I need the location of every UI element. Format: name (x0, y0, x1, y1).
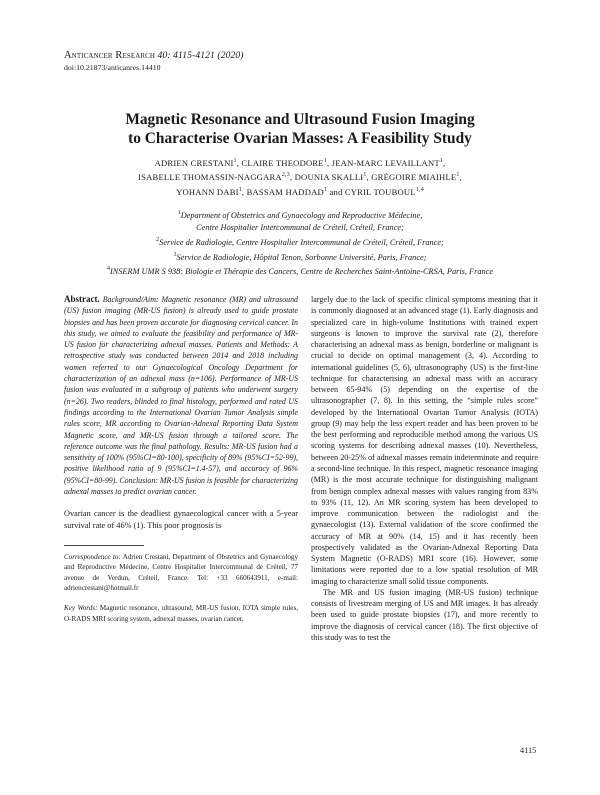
intro-paragraph: Ovarian cancer is the deadliest gynaecological cancer with a 5-year survival rate of 46% (1). This poor prognosis is (64, 509, 298, 530)
journal-volume-pages: 40: 4115-4121 (2020) (155, 50, 244, 61)
author: , DOUNIA SKALLI (289, 172, 364, 183)
affiliations (60, 207, 540, 278)
body-paragraph: largely due to the lack of specific clinical symptoms meaning that it is commonly diagnosed at an advanced stage (1). Early diagnosis and specialized care in high-volume Institutions with trained expert surgeons is known to improve the survival rate (2), therefore characterising an adnexal mass as benign, borderline or malignant is crucial to decide on optimal management (3, 4). According to international guidelines (5, 6), ultrasonography (US) is the first-line technique for characterising an adnexal mass with an accuracy between 65-94% (5) depending on the expertise of the ultrasonographer (7, 8). In this setting, the “simple rules score” developed by the International Ovarian Tumor Analysis (IOTA) group (9) may help the less expert reader and has been proven to be the best performing and reproducible method among the various US scoring systems for describing adnexal masses (10). Nevertheless, between 20-25% of adnexal masses remain indeterminate and require a second-line technique. In this respect, magnetic resonance imaging (MR) is the most accurate technique for distinguishing malignant from benign complex adnexal masses with values ranging from 83% to 93% (11, 12). An MR scoring system has been developed to improve communication between the radiologist and the gynaecologist (13). External validation of the score confirmed the accuracy of MR at 90% (14, 15) and it has recently been prospectively validated as the Ovarian-Adnexal Reporting Data System Magnetic (O-RADS) MRI score (16). However, some limitations were reported due to a low spatial resolution of MR imaging to characterize small solid tissue components. (311, 295, 538, 586)
author-line-3 (60, 184, 540, 198)
affiliation-line: Centre Hospitalier Intercommunal de Créteil, Créteil, France; (196, 222, 404, 232)
author: , BASSAM HADDAD (241, 186, 324, 197)
author: , CLAIRE THEODORE (236, 157, 324, 168)
paper-title (60, 110, 540, 148)
author-affil: 1 (233, 158, 237, 164)
author-affil: 1 (456, 172, 460, 179)
author-affil: 1,4 (415, 186, 424, 193)
keywords-label: Key Words: (64, 604, 98, 613)
doi: doi:10.21873/anticanres.14410 (64, 63, 161, 72)
affiliation-line: $^1$Department of Obstetrics and Gynaecology and Reproductive Médecine, (177, 210, 423, 220)
affiliation-line: $^4$INSERM UMR S 938: Biologie et Thérapie des Cancers, Centre de Recherches Saint-Antoine-CRSA, Paris, France (106, 266, 494, 277)
journal-name: Anticancer Research (64, 50, 156, 61)
author-affil: 1 (323, 186, 328, 193)
correspondence-text: Adrien Crestani, Department of Obstetrics and Gynaecology and Reproductive Médecine, Centre Hospitalier Intercommunal de Créteil, 77 avenue de Verdun, Créteil, France. Tel: +33 660643911, e-mail: adriencrestani@hotmail.fr (64, 552, 298, 592)
left-column (64, 294, 298, 624)
title-line-2: to Characterise Ovarian Masses: A Feasibility Study (128, 130, 472, 147)
author: ADRIEN CRESTANI (154, 157, 234, 168)
author-affil: 2,3 (281, 172, 290, 179)
correspondence-label: Correspondence to: (64, 552, 121, 561)
author-line-2: ISABELLE THOMASSIN-NAGGARA$^{2,3}$, DOUNIA SKALLI$^1$, GRÉGOIRE MIAIHLE$^1$, (138, 172, 462, 183)
title-line-1: Magnetic Resonance and Ultrasound Fusion Imaging (125, 111, 475, 128)
author: ISABELLE THOMASSIN-NAGGARA (138, 172, 282, 183)
author-list (60, 155, 540, 198)
body-paragraph: The MR and US fusion imaging (MR-US fusion) technique consists of livestream merging of US and MR images. It has already been used to guide prostate biopsies (17), and more recently to improve the diagnosis of cervical cancer (18). The first objective of this study was to test the (311, 587, 538, 642)
right-column (311, 294, 538, 643)
correspondence (64, 552, 298, 594)
abstract-label: Abstract. (64, 294, 100, 304)
page-number: 4115 (520, 746, 537, 755)
footnote-rule (64, 545, 144, 546)
author-affil: 1 (323, 158, 327, 164)
author: , JEAN-MARC LEVAILLANT (326, 157, 440, 168)
keywords-text: Magnetic resonance, ultrasound, MR-US fusion, IOTA simple rules, O-RADS MRI scoring system, adnexal masses, ovarian cancer. (64, 604, 298, 623)
author-line-1: ADRIEN CRESTANI$^1$, CLAIRE THEODORE$^1$, JEAN-MARC LEVAILLANT$^1$, (154, 157, 446, 168)
author-affil: 1 (439, 158, 444, 164)
affiliation-line: $^3$Service de Radiologie, Hôpital Tenon, Sorbonne Université, Paris, France; (173, 251, 427, 262)
journal-citation (64, 50, 244, 61)
author-affil: 1 (238, 186, 242, 193)
abstract (64, 294, 298, 497)
affiliation-line: $^2$Service de Radiologie, Centre Hospitalier Intercommunal de Créteil, Créteil, France; (156, 236, 444, 247)
author-affil: 1 (363, 172, 367, 179)
author: , GRÉGOIRE MIAIHLE (366, 172, 457, 183)
author: and CYRIL TOUBOUL (327, 186, 416, 197)
keywords (64, 603, 298, 624)
abstract-text: Background/Aim: Magnetic resonance (MR) and ultrasound (US) fusion imaging (MR-US fusion) is already used to guide prostate biopsies and has been proven accurate for diagnosing cervical cancer. In this study, we aimed to evaluate the feasibility and performance of MR-US fusion for characterizing adnexal masses. Patients and Methods: A retrospective study was conducted between 2014 and 2018 including women referred to our Gynaecological Oncology Department for characterization of an adnexal mass (n=106). Performance of MR-US fusion was evaluated in a subgroup of patients who underwent surgery (n=26). Two readers, blinded to final histology, performed and rated US findings according to the International Ovarian Tumor Analysis simple rules score, MR according to Ovarian-Adnexal Reporting Data System Magnetic score, and MR-US fusion through a tailored score. The reference outcome was the final pathology. Results: MR-US fusion had a sensitivity of 100% (95%CI=80-100), specificity of 89% (95%CI=52-99), positive likelihood ratio of 9 (95%CI=1.4-57), and accuracy of 96% (95%CI=80-99). Conclusion: MR-US fusion is feasible for characterizing adnexal masses to predict ovarian cancer. (64, 295, 298, 497)
author: YOHANN DABI (176, 186, 239, 197)
